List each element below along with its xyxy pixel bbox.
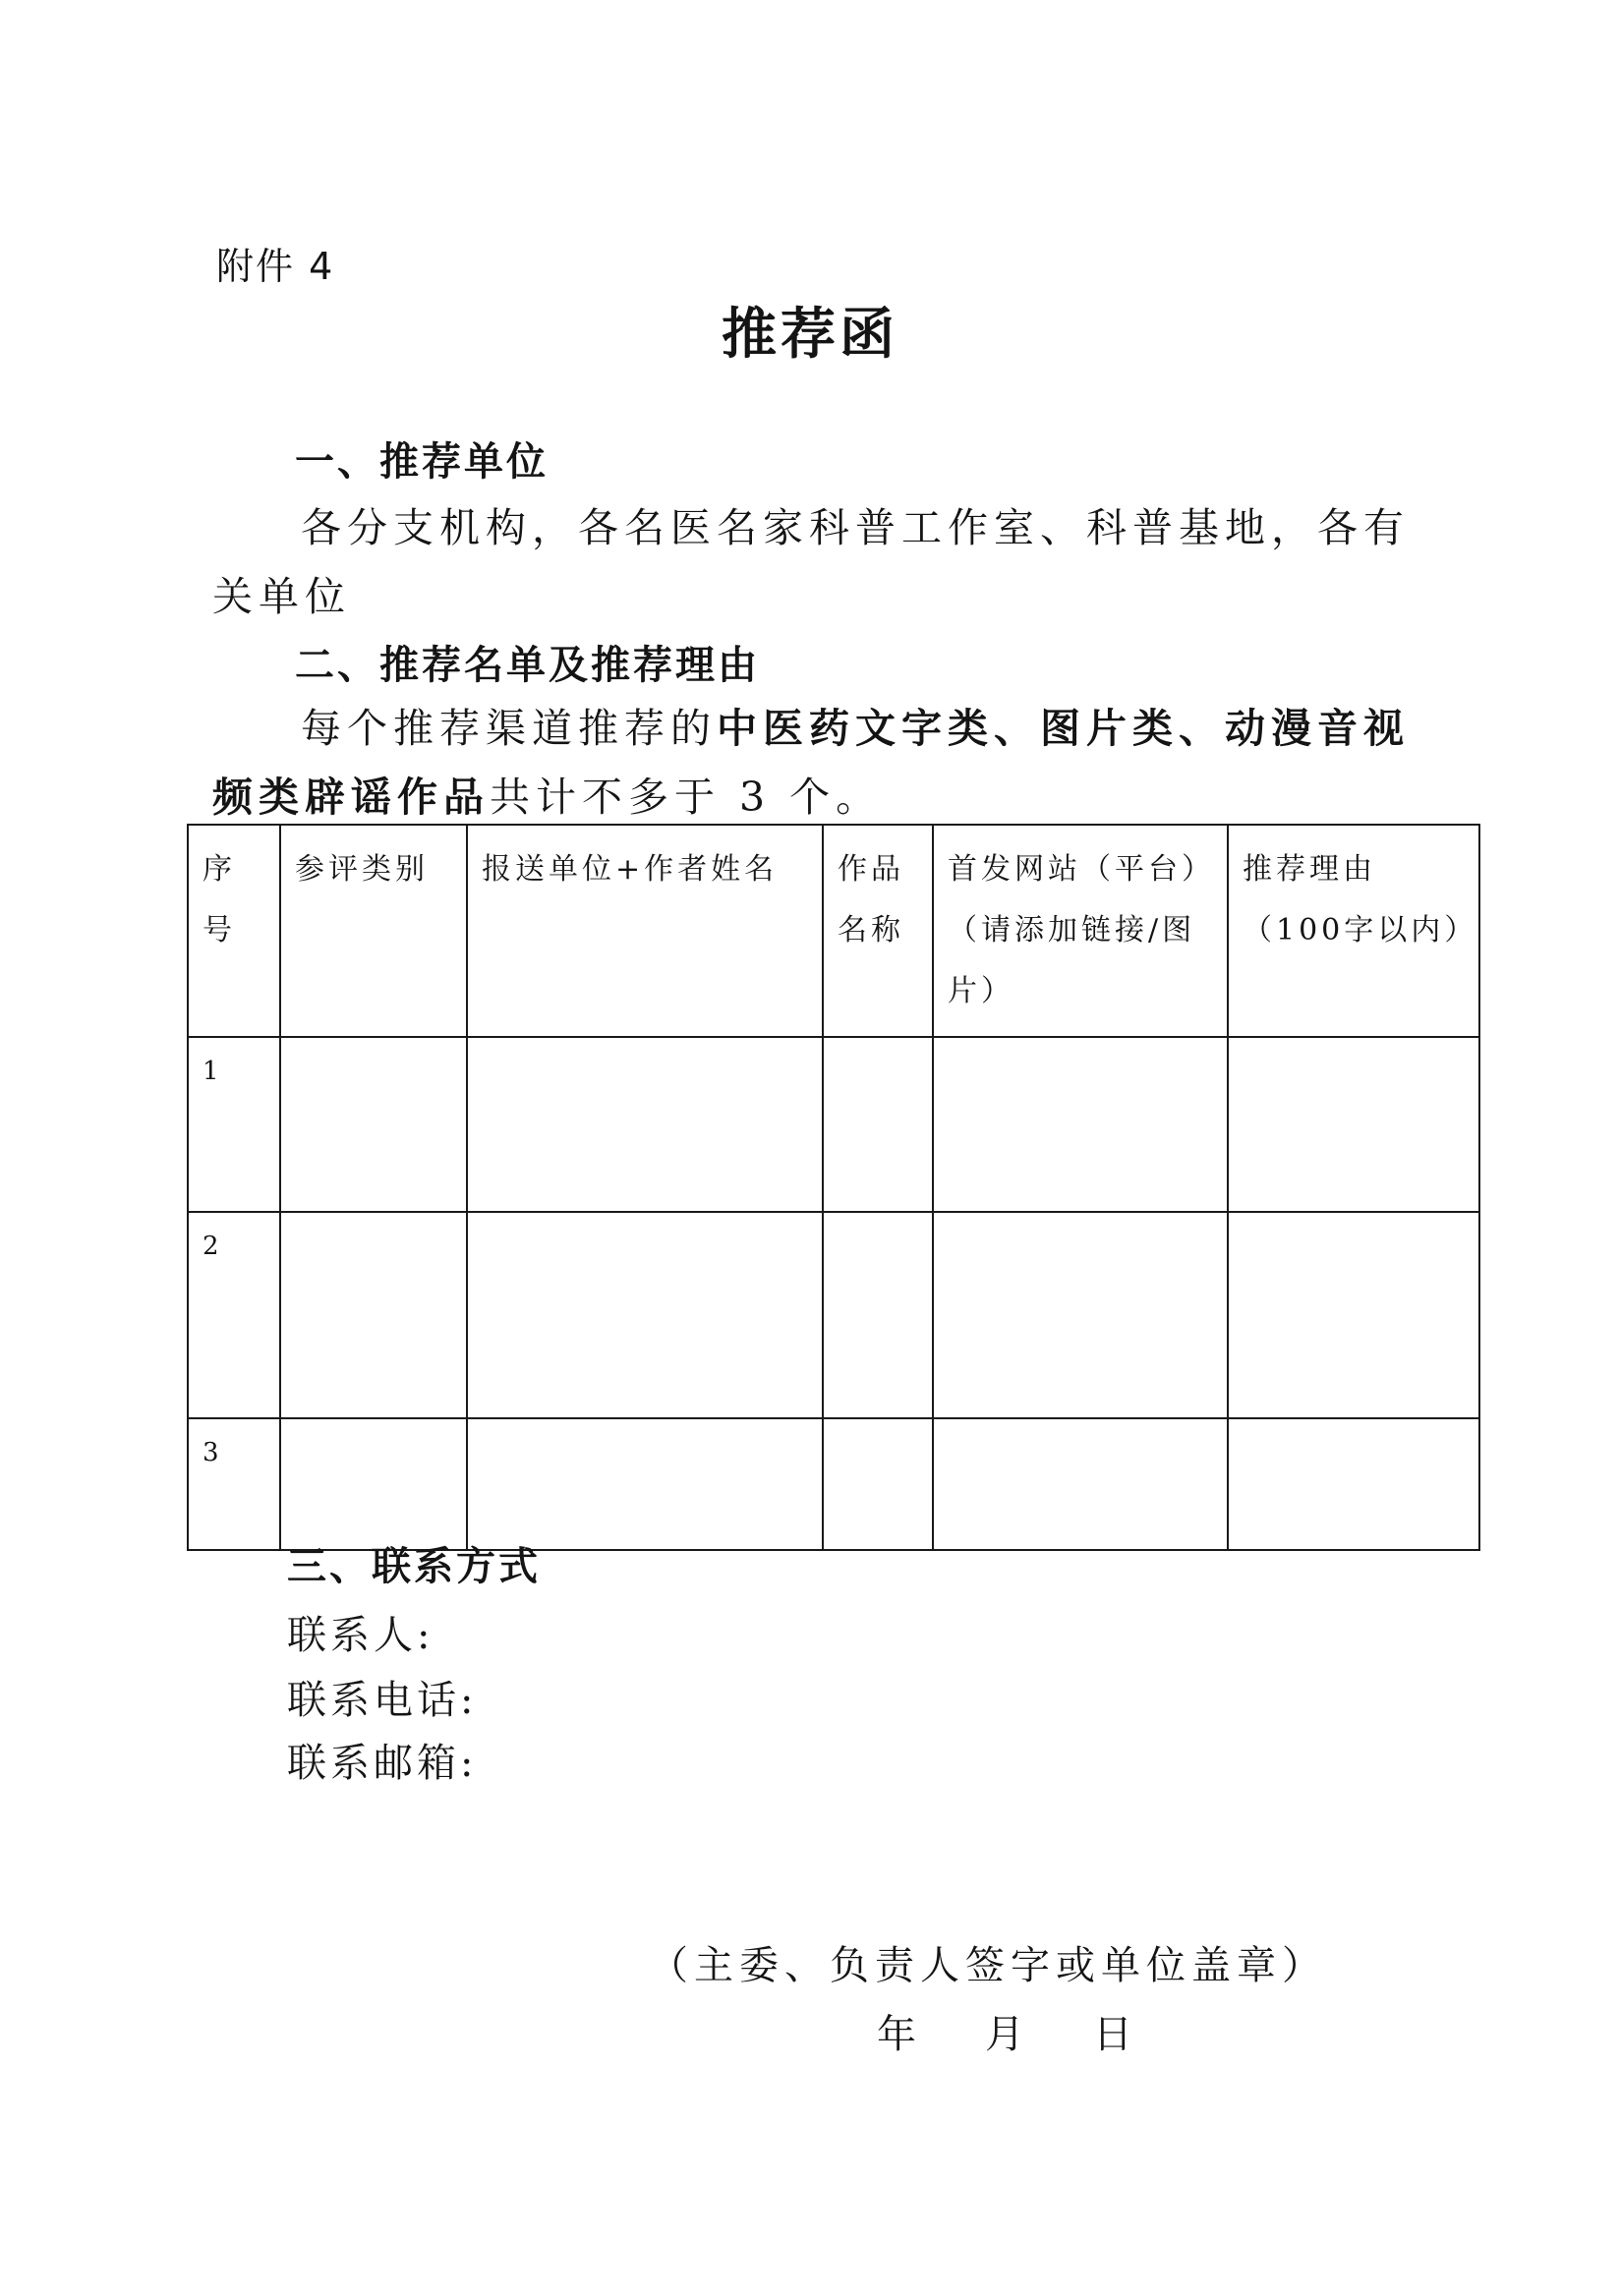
header-category: 参评类别 (280, 825, 467, 1037)
cell-reason (1228, 1037, 1479, 1212)
contact-phone-label: 联系电话: (287, 1678, 478, 1723)
date-line (877, 2003, 1138, 2059)
contact-person-label: 联系人: (287, 1613, 434, 1658)
row-index: 3 (188, 1418, 280, 1550)
date-day-label: 日 (1093, 2012, 1138, 2057)
attachment-label: 附件 4 (216, 245, 335, 288)
section2-text-bold: 中医药文字类、图片类、动漫音视频类辟谣作品 (212, 705, 1410, 821)
section3-heading: 三、联系方式 (287, 1544, 541, 1589)
cell-unit-author (467, 1037, 823, 1212)
date-month-label: 月 (985, 2012, 1030, 2057)
document-title: 推荐函 (722, 302, 898, 367)
row-index: 2 (188, 1212, 280, 1418)
header-index: 序号 (188, 825, 280, 1037)
cell-unit-author (467, 1418, 823, 1550)
cell-unit-author (467, 1212, 823, 1418)
section1-text: 各分支机构，各名医名家科普工作室、科普基地，各有关单位 (212, 504, 1410, 620)
cell-work-name (823, 1418, 933, 1550)
cell-first-platform (933, 1418, 1228, 1550)
cell-category (280, 1037, 467, 1212)
recommendation-table (187, 824, 1480, 1551)
header-unit-author: 报送单位+作者姓名 (467, 825, 823, 1037)
section2-heading: 二、推荐名单及推荐理由 (295, 643, 760, 688)
header-work-name: 作品名称 (823, 825, 933, 1037)
cell-reason (1228, 1418, 1479, 1550)
row-index: 1 (188, 1037, 280, 1212)
contact-email-label: 联系邮箱: (287, 1741, 478, 1786)
signature-line: （主委、负责人签字或单位盖章） (649, 1943, 1327, 1988)
table-row (188, 1037, 1479, 1212)
cell-first-platform (933, 1037, 1228, 1212)
header-reason: 推荐理由（100字以内） (1228, 825, 1479, 1037)
section2-text (212, 694, 1431, 832)
table-row (188, 1418, 1479, 1550)
section1-heading: 一、推荐单位 (295, 439, 549, 485)
section2-text-after: 共计不多于 3 个。 (490, 774, 883, 821)
header-first-platform: 首发网站（平台）（请添加链接/图片） (933, 825, 1228, 1037)
table-row (188, 1212, 1479, 1418)
table-header-row (188, 825, 1479, 1037)
cell-category (280, 1418, 467, 1550)
cell-category (280, 1212, 467, 1418)
cell-reason (1228, 1212, 1479, 1418)
cell-first-platform (933, 1212, 1228, 1418)
section2-text-before: 每个推荐渠道推荐的 (301, 705, 717, 752)
cell-work-name (823, 1037, 933, 1212)
date-year-label: 年 (877, 2012, 922, 2057)
cell-work-name (823, 1212, 933, 1418)
